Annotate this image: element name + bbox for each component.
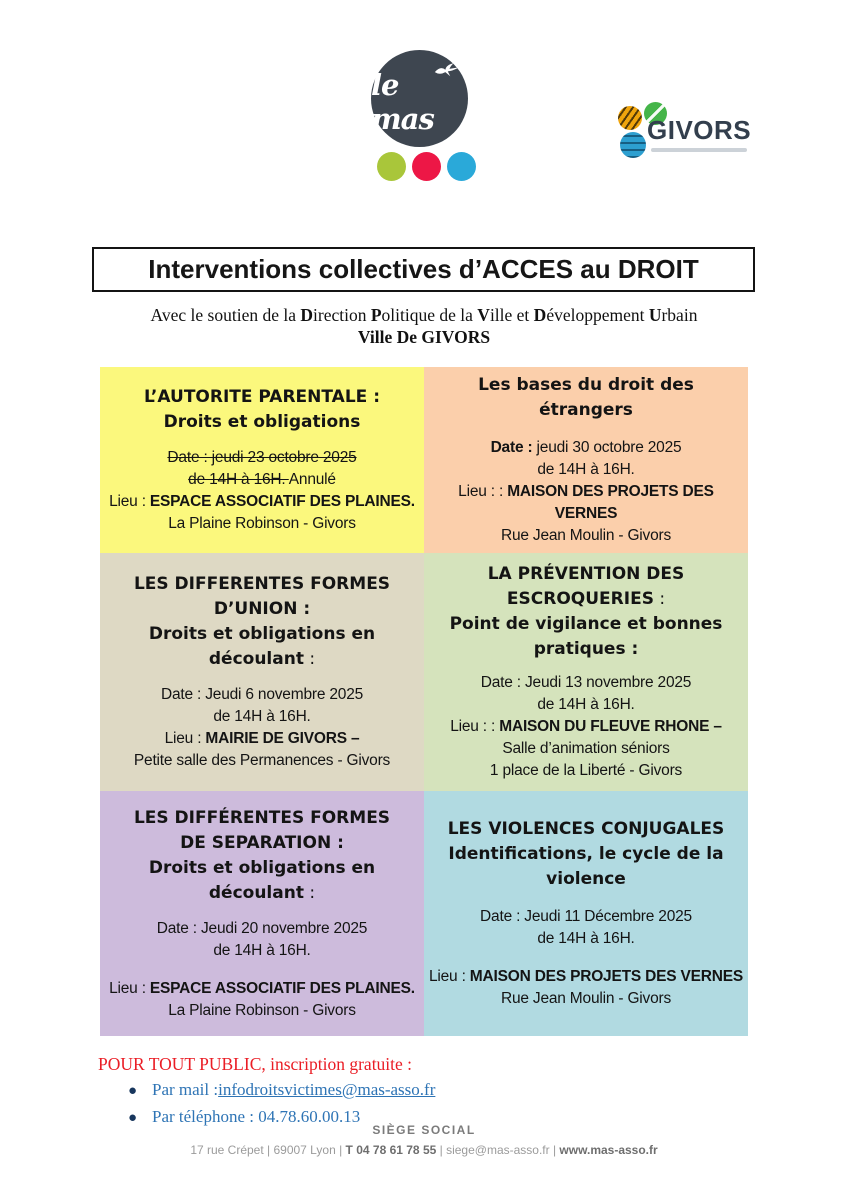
text-run: ille et: [489, 305, 534, 325]
text-run: Lieu :: [109, 979, 150, 997]
event-card-title-line: [488, 562, 685, 587]
text-run: découlant: [208, 649, 304, 669]
event-card-body-line: [537, 694, 634, 716]
text-run: Petite salle des Permanences - Givors: [133, 752, 391, 769]
event-card-body-line: [167, 447, 356, 469]
text-run: ESPACE ASSOCIATIF DES PLAINES.: [149, 493, 415, 510]
subtitle-line2: Ville De GIVORS: [357, 327, 491, 347]
event-card-title-line: [539, 398, 633, 423]
text-run: V: [477, 305, 490, 325]
text-run: olitique de la: [381, 305, 478, 325]
event-card-title-line: [478, 373, 694, 398]
text-run: 1 place de la Liberté - Givors: [489, 762, 683, 779]
event-card-body-line: [429, 966, 743, 988]
text-run: MAIRIE DE GIVORS –: [205, 730, 360, 747]
bird-icon: [434, 62, 460, 79]
event-card-body-line: [213, 706, 310, 728]
event-card-body-line: [501, 525, 671, 547]
text-run: Annulé: [288, 471, 336, 488]
text-run: Lieu :: [164, 730, 206, 747]
event-card-title-line: [144, 385, 380, 410]
event-card-title-line: [164, 410, 361, 435]
title-banner-text: Interventions collectives d’ACCES au DROIT: [148, 254, 699, 284]
bullet-dot-icon: ●: [128, 1110, 138, 1126]
text-run: Lieu :: [428, 968, 470, 985]
text-run: LES DIFFÉRENTES FORMES: [133, 807, 391, 828]
lemas-dots: [377, 152, 476, 181]
text-run: Identifications, le cycle de la: [448, 844, 724, 864]
text-run: de 14H à 16H.: [213, 708, 311, 725]
text-run: Date : Jeudi 20 novembre 2025: [156, 919, 368, 937]
event-card-body-line: [555, 503, 618, 525]
event-card-title-line: [134, 572, 390, 597]
text-run: Rue Jean Moulin - Givors: [500, 990, 672, 1007]
event-card-title-line: [209, 647, 315, 672]
event-card-body-line: [165, 728, 360, 750]
event-card-body-line: [501, 988, 671, 1010]
givors-tagline-bar: [651, 148, 747, 152]
event-card-violences-conjugales: [424, 791, 748, 1036]
event-card-body-line: [213, 940, 310, 962]
event-card-body-line: [458, 481, 714, 503]
event-card-title-line: [448, 817, 725, 842]
text-run: Droits et obligations en: [148, 857, 376, 878]
event-card-title-line: [134, 806, 390, 831]
text-run: L’AUTORITE PARENTALE :: [144, 387, 380, 407]
text-run: rbain: [661, 305, 698, 325]
bullet-dot-icon: ●: [128, 1083, 138, 1099]
events-grid: [100, 367, 748, 1036]
text-run: de 14H à 16H.: [537, 930, 635, 947]
text-run: VERNES: [554, 505, 618, 522]
text-run: Lieu : :: [458, 483, 508, 500]
event-card-formes-union: [100, 553, 424, 791]
event-card-title-line: [507, 587, 665, 612]
green-dot-icon: [377, 152, 406, 181]
lemas-wordmark: le mas: [371, 67, 434, 136]
text-run: Date : Jeudi 6 novembre 2025: [160, 686, 364, 703]
text-run: Date : Jeudi 13 novembre 2025: [480, 674, 692, 691]
event-card-title-line: [448, 842, 723, 867]
title-banner: [92, 247, 755, 292]
givors-orange-circle-icon: [618, 106, 642, 130]
event-card-formes-separation: [100, 791, 424, 1036]
text-run: étrangers: [539, 400, 633, 420]
text-run: U: [648, 305, 662, 325]
text-run: de 14H à 16H.: [188, 471, 289, 488]
event-card-title-line: [209, 881, 315, 906]
event-card-title-line: [450, 612, 723, 637]
text-run: 17 rue Crépet | 69007 Lyon |: [190, 1143, 346, 1157]
text-run: LA PRÉVENTION DES: [487, 564, 685, 584]
event-card-body-line: [161, 684, 363, 706]
text-run: :: [303, 649, 316, 669]
event-card-body-line: [480, 906, 692, 928]
text-run: Lieu : :: [450, 718, 500, 735]
text-run: T 04 78 61 78 55: [345, 1143, 437, 1157]
event-card-body-line: [491, 437, 682, 459]
red-dot-icon: [412, 152, 441, 181]
event-card-body-line: [450, 716, 722, 738]
text-run: :: [303, 882, 316, 903]
text-run: Date : Jeudi 11 Décembre 2025: [480, 908, 692, 925]
text-run: Droits et obligations en: [148, 624, 376, 644]
text-run: Point de vigilance et bonnes: [449, 614, 723, 634]
email-link[interactable]: infodroitsvictimes@mas-asso.fr: [218, 1080, 436, 1099]
text-run: jeudi 30 octobre 2025: [536, 439, 682, 456]
givors-blue-circle-icon: [620, 132, 646, 158]
registration-heading: POUR TOUT PUBLIC, inscription gratuite :: [98, 1054, 413, 1074]
text-run: de 14H à 16H.: [537, 696, 635, 713]
event-card-title-line: [149, 622, 375, 647]
text-run: irection: [313, 305, 371, 325]
event-card-body-line: [537, 459, 634, 481]
text-run: découlant: [208, 882, 304, 903]
text-run: La Plaine Robinson - Givors: [168, 1001, 356, 1019]
text-run: Lieu :: [109, 493, 150, 510]
registration-section: [98, 1054, 658, 1134]
footer-address: [0, 1143, 848, 1157]
text-run: Les bases du droit des: [478, 375, 694, 395]
text-run: MAISON DU FLEUVE RHONE –: [499, 718, 722, 735]
text-run: ESCROQUERIES: [506, 589, 654, 609]
event-card-body-line: [188, 469, 336, 491]
text-run: | siege@mas-asso.fr |: [436, 1143, 560, 1157]
givors-logo: [616, 98, 766, 162]
text-run: La Plaine Robinson - Givors: [168, 515, 356, 532]
givors-wordmark: GIVORS: [647, 115, 752, 145]
subtitle: [0, 304, 848, 348]
text-run: Rue Jean Moulin - Givors: [500, 527, 672, 544]
text-run: pratiques :: [533, 639, 639, 659]
event-card-autorite-parentale: [100, 367, 424, 553]
text-run: www.mas-asso.fr: [559, 1143, 658, 1157]
event-card-title-line: [546, 867, 626, 892]
text-run: Date : jeudi 23 octobre 2025: [167, 449, 357, 466]
text-run: D: [533, 305, 547, 325]
lemas-logo: [371, 50, 468, 147]
blue-dot-icon: [447, 152, 476, 181]
event-card-body-line: [537, 928, 634, 950]
event-card-body-line: [134, 750, 390, 772]
bullet-item: [98, 1080, 658, 1107]
subtitle-line1: [0, 304, 848, 326]
event-card-body-line: [157, 918, 367, 940]
text-run: Salle d’animation séniors: [502, 740, 670, 757]
text-run: ESPACE ASSOCIATIF DES PLAINES.: [149, 979, 415, 997]
event-card-title-line: [534, 637, 639, 662]
footer-label: SIÈGE SOCIAL: [372, 1123, 476, 1137]
event-card-title-line: [180, 831, 344, 856]
text-run: MAISON DES PROJETS DES: [507, 483, 714, 500]
event-card-body-line: [502, 738, 669, 760]
text-run: :: [653, 589, 666, 609]
event-card-prevention-escroqueries: [424, 553, 748, 791]
event-card-body-line: [490, 760, 682, 782]
text-run: MAISON DES PROJETS DES VERNES: [469, 968, 744, 985]
text-run: LES DIFFERENTES FORMES: [133, 574, 391, 594]
event-card-body-line: [481, 672, 691, 694]
event-card-title-line: [214, 597, 310, 622]
event-card-title-line: [149, 856, 375, 881]
text-run: P: [370, 305, 382, 325]
event-card-body-line: [168, 1000, 356, 1022]
text-run: D’UNION :: [213, 599, 311, 619]
event-card-body-line: [109, 491, 415, 513]
footer: [0, 1123, 848, 1157]
event-card-body-line: [168, 513, 356, 535]
text-run: LES VIOLENCES CONJUGALES: [447, 819, 725, 839]
text-run: Droits et obligations: [163, 412, 361, 432]
text-run: Avec le soutien de la: [150, 305, 301, 325]
event-card-droit-des-etrangers: [424, 367, 748, 553]
text-run: éveloppement: [546, 305, 649, 325]
text-run: DE SEPARATION :: [180, 832, 344, 853]
text-run: violence: [546, 869, 626, 889]
text-run: D: [300, 305, 314, 325]
event-card-body-line: [109, 978, 415, 1000]
bullet-text: Par téléphone : 04.78.60.00.13: [152, 1107, 361, 1126]
text-run: de 14H à 16H.: [537, 461, 635, 478]
bullet-text: Par mail :: [152, 1080, 219, 1099]
text-run: Date :: [490, 439, 537, 456]
text-run: de 14H à 16H.: [213, 941, 311, 959]
